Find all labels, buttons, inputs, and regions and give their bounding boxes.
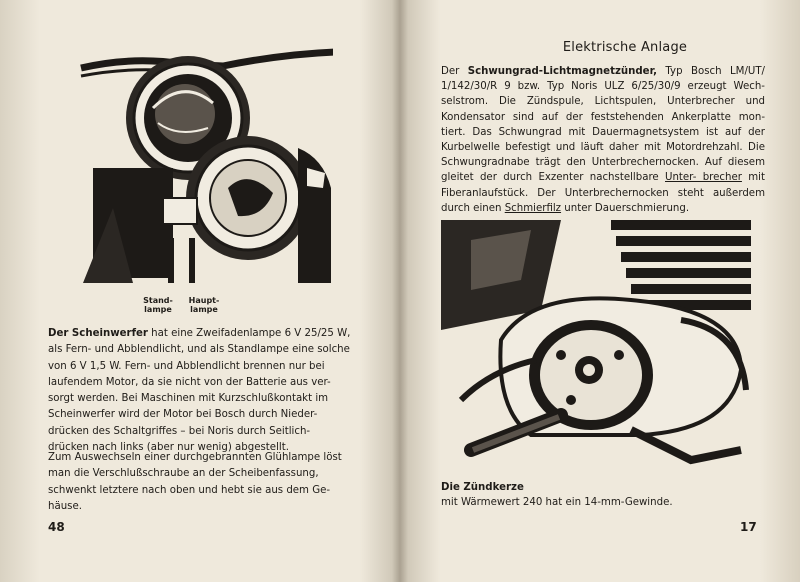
left-page	[18, 0, 388, 582]
figure-title: Die Zündkerze	[441, 482, 524, 493]
section-heading: Elektrische Anlage	[562, 40, 688, 55]
engine-drawing	[441, 220, 751, 465]
schmierfilz-term: Schmierfilz	[504, 202, 562, 214]
scheinwerfer-paragraph: Der Scheinwerfer hat eine Zweifadenlampe 6 V 25/25 W, als Fern- und Abblendlicht, und als Standlampe eine solche von 6 V 1,5 W. Fern- und Abblendlicht brennen nur bei laufendem Motor, da sie nicht von der Batterie aus ver- sorgt werden. Bei Maschinen mit Kurzschlußkontakt im Scheinwerfer wird der Motor bei Bosch durch Nieder- drücken des Schaltgriffes – bei Noris durch Seitlich- drücken nach links (aber nur wenig) abgestellt.	[48, 328, 351, 454]
headlamp-illustration	[73, 48, 333, 283]
gluehlampe-paragraph: Zum Auswechseln einer durchgebrannten Glühlampe löst man die Verschlußschraube an der Scheibenfassung, schwenkt letztere nach oben und hebt sie aus dem Ge- häuse.	[48, 452, 342, 512]
engine-illustration	[441, 220, 751, 465]
scheinwerfer-lead: Der Scheinwerfer	[48, 328, 148, 339]
headlamp-drawing	[73, 48, 333, 283]
zuender-lead: Schwungrad-Lichtmagnetzünder,	[467, 66, 657, 77]
book-gutter	[392, 0, 408, 582]
caption-hauptlampe: Haupt- lampe	[188, 296, 220, 314]
unterbrecher-term: Unter- brecher	[665, 172, 742, 184]
caption-standlampe: Stand- lampe	[143, 296, 173, 314]
page-number-left: 48	[48, 520, 65, 534]
figure-subtitle: mit Wärmewert 240 hat ein 14-mm-Gewinde.	[441, 497, 673, 508]
zuender-paragraph: Der Schwungrad-Lichtmagnetzünder, Typ Bosch LM/UT/ 1/142/30/R 9 bzw. Typ Noris ULZ 6/25/30/9 erzeugt Wech- selstrom. Die Zündspule, Lichtspulen, Unterbrecher und Kondensator sind auf der feststehenden Ankerplatte mon- tiert. Das Schwungrad mit Dauermagnetsystem ist auf der Kurbelwelle befestigt und läuft daher mit Motordrehzahl. Die Schwungradnabe trägt den Unterbrechernocken. Auf diesem gleitet der durch Exzenter nachstellbare Unter- brecher mit Fiberanlaufstück. Der Unterbrechernocken steht außerdem durch einen Schmierfilz unter Dauerschmierung.	[441, 66, 765, 214]
page-number-right: 17	[740, 520, 757, 534]
right-page	[414, 0, 784, 582]
